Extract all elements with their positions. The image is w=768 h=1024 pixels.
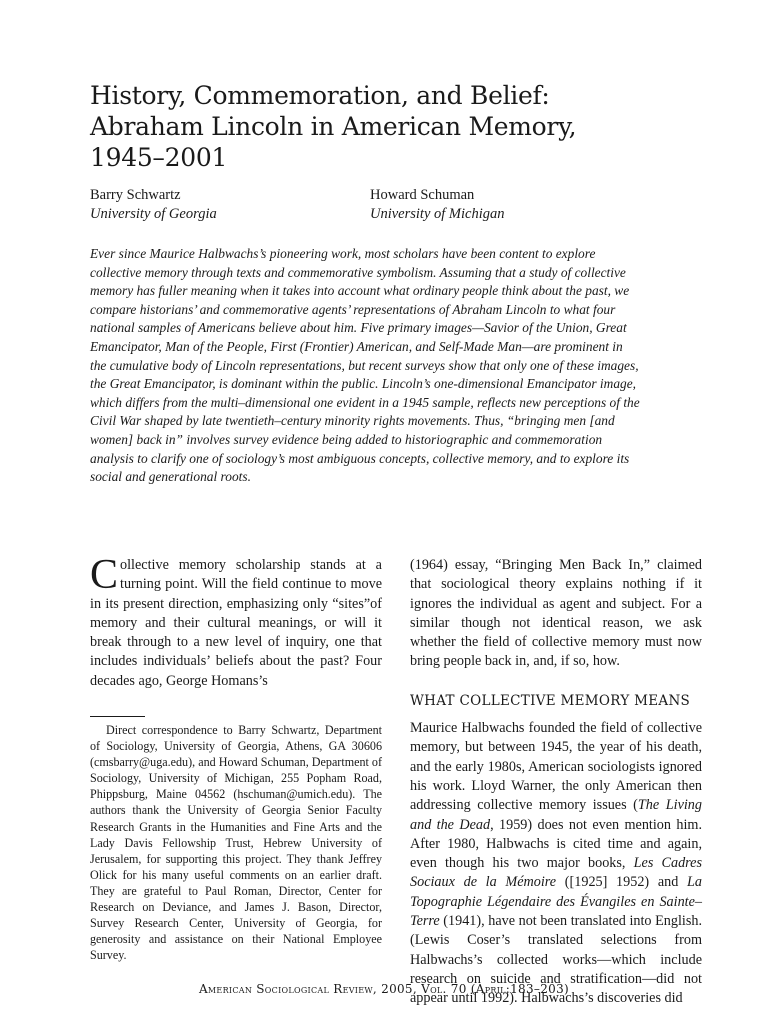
book-title: The Living and the Dead [410, 797, 702, 833]
body-text: , 1959) does not even mention him. After 1980, Halbwachs is cited time and again, even though his two major books, [410, 816, 702, 872]
author-name: Barry Schwartz [90, 187, 181, 203]
author-block [370, 186, 505, 224]
footnote [90, 722, 382, 963]
article-title [90, 80, 650, 173]
intro-paragraph [90, 552, 382, 691]
right-column [410, 556, 702, 1009]
footnote-divider [90, 716, 145, 717]
body-paragraph: (1964) essay, “Bringing Men Back In,” claimed that sociological theory explains nothing if it ignores the individual as agent and subject. For a similar though not identical reason, we ask whether the field of collective memory must now bring people back in, and, if so, how. [410, 557, 702, 670]
intro-text: ollective memory scholarship stands at a turning point. Will the field continue to move in its present direction, emphasizing only “sites”of memory and their cultural meanings, or will it break through to a new level of inquiry, one that includes individuals’ beliefs about the past? Four decades ago, George Homans’s [90, 557, 382, 689]
body-text: Maurice Halbwachs founded the field of collective memory, but between 1945, the year of his death, and the early 1980s, American sociologists ignored his work. Lloyd Warner, the only American then addressing collective memory issues ( [410, 720, 702, 814]
author-affiliation: University of Michigan [370, 206, 505, 222]
title-line: History, Commemoration, and Belief: [90, 81, 550, 110]
footnote-text: Direct correspondence to Barry Schwartz, Department of Sociology, University of Georgia, Athens, GA 30606 (cmsbarry@uga.edu), and Howard Schuman, Department of Sociology, University of Michigan, 255 Popham Road, Phippsburg, Maine 04562 (hschuman@umich.edu). The authors thank the University of Georgia Senior Faculty Research Grants in the Humanities and Fine Arts and the Lady Davis Fellowship Trust, Hebrew University of Jerusalem, for supporting this project. They thank Jeffrey Olick for his many useful comments on an earlier draft. They are grateful to Paul Roman, Director, Center for Research on Deviance, and James J. Bason, Director, Survey Research Center, University of Georgia, for generosity and assistance on their National Employee Survey. [90, 723, 382, 963]
title-line: Abraham Lincoln in American Memory, [90, 112, 577, 141]
book-title: Les Cadres Sociaux de la Mémoire [410, 855, 702, 891]
author-affiliation: University of Georgia [90, 206, 217, 222]
abstract: Ever since Maurice Halbwachs’s pioneering work, most scholars have been content to explore collective memory through texts and commemorative symbolism. Assuming that a study of collective memory has fuller meaning when it takes into account what ordinary people think about the past, we compare historians’ and commemorative agents’ representations of Abraham Lincoln to what four national samples of Americans believe about him. Five primary images—Savior of the Union, Great Emancipator, Man of the People, First (Frontier) American, and Self-Made Man—are prominent in the cumulative body of Lincoln representations, but recent surveys show that only one of these images, the Great Emancipator, is dominant within the public. Lincoln’s one-dimensional Emancipator image, which differs from the multi–dimensional one evident in a 1945 sample, reflects new perceptions of the Civil War shaped by late twentieth–century minority rights movements. Thus, “bringing men [and women] back in” involves survey evidence being added to historiographic and commemoration analysis to clarify one of sociology’s most ambiguous concepts, collective memory, and to explore its social and generational roots. [90, 246, 640, 485]
author-block [90, 186, 217, 224]
body-text: ([1925] 1952) and [556, 874, 688, 891]
section-heading: WHAT COLLECTIVE MEMORY MEANS [410, 692, 691, 709]
body-text: (1941), have not been translated into English. (Lewis Coser’s translated selections from Halbwachs’s collected works—which include research on suicide and stratification—did not appear until 1992). Halbwachs’s discoveries did [410, 913, 702, 1007]
book-title: La Topographie Légendaire des Évangiles en Sainte–Terre [410, 874, 702, 930]
body-paragraph [410, 719, 702, 1008]
author-name: Howard Schuman [370, 187, 475, 203]
drop-cap: C [90, 552, 119, 598]
left-column [90, 552, 382, 691]
journal-footer: American Sociological Review, 2005, Vol. 70 (April:183–203) [198, 982, 570, 996]
title-line: 1945–2001 [90, 143, 228, 172]
